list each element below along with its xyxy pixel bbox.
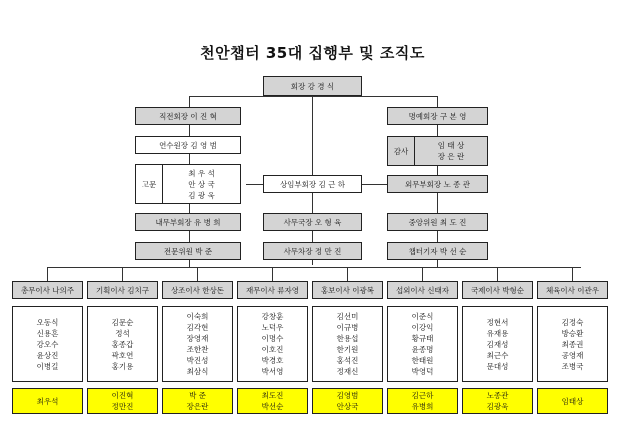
secretary-general-box: 사무국장 오 형 육 [263, 213, 362, 231]
department-footer-box [87, 388, 158, 414]
auditor-list [415, 137, 487, 165]
department-footer-box [537, 388, 608, 414]
department-members-box [387, 306, 458, 382]
external-vp-box: 외무부회장 노 종 관 [387, 175, 488, 193]
deputy-secretary-box: 사무차장 정 만 진 [263, 242, 362, 260]
senior-vp-box: 상임부회장 김 근 하 [263, 175, 362, 193]
expert-member-box: 전문위원 박 준 [135, 242, 241, 260]
footer-name: 최우석 [36, 396, 59, 406]
footer-name: 안상국 [336, 402, 359, 411]
footer-name: 김광욱 [486, 402, 509, 411]
member-name: 조한찬 [186, 345, 209, 354]
connector-dept-drop [572, 267, 573, 281]
footer-name: 최도진 [261, 391, 284, 400]
member-name: 이숙희 [186, 312, 209, 321]
connector-dept-drop [497, 267, 498, 281]
connector-dept-drop [47, 267, 48, 281]
department-members-box [537, 306, 608, 382]
department-footer-box [462, 388, 533, 414]
department-footer-box [387, 388, 458, 414]
footer-name: 박선순 [261, 402, 284, 411]
chapter-reporter-box: 챕터기자 박 선 순 [387, 242, 488, 260]
department-members-box [462, 306, 533, 382]
auditor-name: 임 태 상 [437, 141, 465, 150]
advisor-name: 안 상 국 [188, 179, 215, 189]
internal-vp-box: 내무부회장 유 병 희 [135, 213, 241, 231]
central-committee-box: 중앙위원 최 도 진 [387, 213, 488, 231]
member-name: 김재성 [486, 339, 509, 349]
department-head-box: 홍보이사 이광복 [312, 281, 383, 299]
department-members-box [237, 306, 308, 382]
member-name: 강창훈 [261, 312, 284, 321]
member-name: 신용흔 [36, 328, 59, 338]
department-head-box: 기획이사 김치구 [87, 281, 158, 299]
department-head-box: 체육이사 이관우 [537, 281, 608, 299]
auditor-label: 감사 [393, 146, 409, 156]
department-footer-box [237, 388, 308, 414]
department-members-box [12, 306, 83, 382]
footer-name: 유병희 [411, 402, 434, 411]
footer-name: 김근하 [411, 391, 434, 400]
member-name: 유재용 [486, 328, 509, 338]
member-name: 이규병 [336, 323, 359, 332]
department-members-box [87, 306, 158, 382]
member-name: 이병길 [36, 361, 59, 371]
connector-dept-drop [272, 267, 273, 281]
department-members-box [162, 306, 233, 382]
auditor-name: 장 은 란 [437, 152, 465, 161]
member-name: 홍기용 [111, 361, 134, 371]
department-head-box: 상조이사 한상돈 [162, 281, 233, 299]
chart-title: 천안챕터 35대 집행부 및 조직도 [200, 44, 425, 62]
member-name: 최근수 [486, 350, 509, 360]
department-head-box: 총무이사 나의주 [12, 281, 83, 299]
member-name: 홍석진 [336, 356, 359, 365]
president-box: 회장 강 경 식 [263, 76, 362, 96]
member-name: 박영덕 [411, 367, 434, 376]
footer-name: 장은란 [186, 402, 209, 411]
member-name: 방승환 [561, 328, 584, 338]
member-name: 공영재 [561, 350, 584, 360]
immediate-past-president-box: 직전회장 이 진 혁 [135, 107, 241, 125]
footer-name: 이진혁 [111, 391, 134, 400]
member-name: 문대성 [486, 361, 509, 371]
member-name: 윤종명 [411, 345, 434, 354]
member-name: 김각현 [186, 323, 209, 332]
footer-name: 정만진 [111, 402, 134, 411]
member-name: 한기원 [336, 345, 359, 354]
training-director-box: 연수원장 김 영 범 [135, 136, 241, 154]
connector-dept-drop [197, 267, 198, 281]
department-footer-box [312, 388, 383, 414]
department-footer-box [12, 388, 83, 414]
footer-name: 박 준 [189, 391, 206, 400]
member-name: 정석 [115, 328, 130, 338]
member-name: 최삼식 [186, 367, 209, 376]
member-name: 장영재 [186, 334, 209, 343]
connector-dept-drop [422, 267, 423, 281]
auditors-box [387, 136, 488, 166]
advisor-list [163, 165, 240, 203]
footer-name: 노종관 [486, 391, 509, 400]
connector-top-horizontal [189, 96, 438, 97]
member-name: 이명수 [261, 334, 284, 343]
department-head-box: 재무이사 류자영 [237, 281, 308, 299]
member-name: 최종권 [561, 339, 584, 349]
member-name: 한용섭 [336, 334, 359, 343]
member-name: 이강익 [411, 323, 434, 332]
connector-dept-bus [47, 267, 581, 268]
honorary-president-box: 명예회장 구 본 영 [387, 107, 488, 125]
member-name: 박진성 [186, 356, 209, 365]
advisors-box [135, 164, 241, 204]
member-name: 한태원 [411, 356, 434, 365]
connector-dept-drop [347, 267, 348, 281]
advisor-name: 김 광 욱 [188, 190, 215, 200]
footer-name: 김영범 [336, 391, 359, 400]
member-name: 김정숙 [561, 317, 584, 327]
connector-trunk-top [312, 96, 313, 213]
member-name: 이준식 [411, 312, 434, 321]
member-name: 윤상진 [36, 350, 59, 360]
department-members-box [312, 306, 383, 382]
member-name: 정재신 [336, 367, 359, 376]
member-name: 박서영 [261, 367, 284, 376]
member-name: 이호진 [261, 345, 284, 354]
footer-name: 임태상 [561, 396, 584, 406]
member-name: 곽호연 [111, 350, 134, 360]
member-name: 김문순 [111, 317, 134, 327]
department-head-box: 섭외이사 신태자 [387, 281, 458, 299]
member-name: 황규태 [411, 334, 434, 343]
advisor-name: 최 우 석 [188, 168, 215, 178]
member-name: 박경호 [261, 356, 284, 365]
department-footer-box [162, 388, 233, 414]
member-name: 홍종갑 [111, 339, 134, 349]
member-name: 오동식 [36, 317, 59, 327]
member-name: 조병국 [561, 361, 584, 371]
department-head-box: 국제이사 박형순 [462, 281, 533, 299]
member-name: 정현서 [486, 317, 509, 327]
connector-dept-drop [122, 267, 123, 281]
advisor-label: 고문 [141, 179, 157, 189]
member-name: 노덕우 [261, 323, 284, 332]
member-name: 강오수 [36, 339, 59, 349]
member-name: 김선미 [336, 312, 359, 321]
